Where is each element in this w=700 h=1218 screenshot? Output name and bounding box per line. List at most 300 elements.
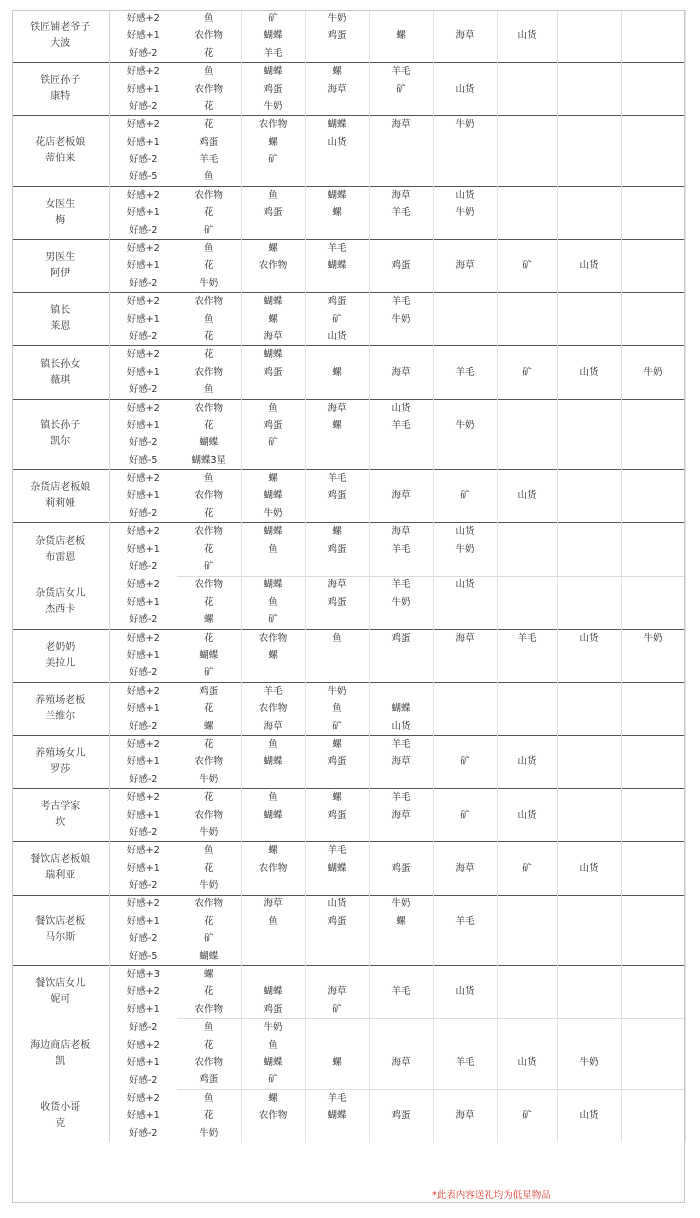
table-row [12,275,685,293]
gift-item [369,381,433,399]
gift-item [433,381,497,399]
gift-item [497,1001,557,1019]
gift-item: 海草 [369,807,433,824]
favor-level: 好感+2 [109,470,177,488]
gift-item [369,98,433,116]
npc-name: 养殖场老板 兰维尔 [12,682,109,735]
gift-item [621,877,685,895]
favor-level: 好感+2 [109,63,177,81]
gift-item [433,169,497,187]
table-row [12,169,685,187]
gift-item: 农作物 [241,700,305,717]
gift-item [621,983,685,1000]
table-row [12,1001,685,1019]
gift-item: 农作物 [177,488,241,505]
favor-level: 好感+2 [109,895,177,913]
favor-level: 好感-2 [129,100,158,112]
table-row [12,983,685,1000]
gift-item [621,682,685,700]
gift-item [621,647,685,664]
gift-item: 矿 [433,807,497,824]
gift-item [497,966,557,984]
gift-item: 鱼 [305,629,369,647]
gift-item [497,930,557,947]
gift-item: 蝴蝶 [305,1107,369,1124]
gift-item [497,116,557,134]
gift-item [621,186,685,204]
favor-level: 好感+1 [126,596,160,608]
gift-item: 螺 [369,913,433,930]
table-row [12,913,685,930]
gift-item: 矿 [497,364,557,381]
gift-item: 鸡蛋 [241,1001,305,1019]
gift-item [497,736,557,754]
gift-item [557,10,621,27]
favor-level: 好感-2 [129,826,158,838]
gift-item [497,824,557,842]
favor-level: 好感-2 [129,154,158,166]
gift-item [369,1037,433,1054]
gift-item: 螺 [305,417,369,434]
table-row [12,505,685,523]
gift-item: 海草 [369,116,433,134]
gift-item: 花 [177,204,241,221]
npc-name: 餐饮店老板娘 瑞利亚 [12,842,109,895]
gift-item [241,222,305,240]
gift-item: 牛奶 [305,682,369,700]
gift-item [497,1019,557,1037]
gift-item: 花 [177,328,241,346]
gift-item: 蝴蝶 [177,647,241,664]
favor-level: 好感+2 [109,116,177,134]
gift-item [497,381,557,399]
gift-item: 牛奶 [177,1125,241,1142]
favor-level: 好感-2 [129,437,158,449]
gift-item [621,1019,685,1037]
gift-item [497,611,557,629]
favor-level: 好感+2 [109,293,177,311]
gift-item: 农作物 [241,257,305,274]
gift-item: 山货 [557,629,621,647]
gift-item: 鸡蛋 [305,27,369,44]
npc-name: 杂货店女儿 杰西卡 [12,576,109,629]
gift-item [433,842,497,860]
gift-item [241,930,305,947]
gift-item [433,789,497,807]
favor-level: 好感+2 [109,523,177,541]
favor-level: 好感+1 [126,136,160,148]
gift-item: 矿 [369,81,433,98]
gift-item: 农作物 [177,523,241,541]
gift-item: 海草 [433,629,497,647]
gift-item [557,27,621,44]
gift-item: 山货 [557,364,621,381]
gift-item: 花 [177,116,241,134]
table-row [12,1125,685,1142]
gift-item [369,434,433,451]
favor-level: 好感-2 [129,1127,158,1139]
gift-item: 牛奶 [177,877,241,895]
gift-item [497,842,557,860]
table-row [12,860,685,877]
gift-item: 鸡蛋 [305,807,369,824]
gift-item: 螺 [305,789,369,807]
gift-item [497,81,557,98]
gift-item: 海草 [433,27,497,44]
gift-item: 蝴蝶 [305,186,369,204]
gift-item: 花 [177,860,241,877]
gift-item [621,45,685,63]
gift-item [497,594,557,611]
table-row [12,417,685,434]
gift-item [621,27,685,44]
gift-item: 牛奶 [369,594,433,611]
gift-item [557,647,621,664]
gift-item [621,257,685,274]
gift-item [497,417,557,434]
gift-item [433,895,497,913]
gift-item: 山货 [433,576,497,594]
gift-preference-table [12,10,686,1142]
gift-item [557,1071,621,1089]
gift-item [621,842,685,860]
gift-item [305,1125,369,1142]
gift-item: 海草 [241,895,305,913]
favor-level: 好感-2 [129,880,158,892]
gift-item [241,664,305,682]
gift-item: 螺 [305,1054,369,1071]
gift-item: 鸡蛋 [369,860,433,877]
gift-item [557,399,621,417]
favor-level: 好感-2 [129,384,158,396]
gift-item [433,10,497,27]
gift-item [369,134,433,151]
gift-item: 羊毛 [433,913,497,930]
gift-item [497,789,557,807]
gift-item: 花 [177,736,241,754]
gift-item: 螺 [305,364,369,381]
gift-item: 海草 [369,753,433,770]
favor-level: 好感+1 [126,809,160,821]
gift-item: 海草 [241,718,305,736]
gift-item: 羊毛 [497,629,557,647]
gift-item: 牛奶 [305,10,369,27]
gift-item [497,10,557,27]
favor-level: 好感+1 [126,915,160,927]
gift-item [305,611,369,629]
table-row [12,81,685,98]
gift-item [497,275,557,293]
gift-item: 牛奶 [557,1054,621,1071]
table-row [12,629,685,647]
table-row [12,700,685,717]
gift-item: 花 [177,1037,241,1054]
gift-item [433,293,497,311]
gift-item: 鱼 [241,594,305,611]
gift-item [557,45,621,63]
table-row [12,488,685,505]
gift-item [621,346,685,364]
gift-item [497,399,557,417]
gift-item [557,558,621,576]
gift-item [557,116,621,134]
gift-item [621,311,685,328]
gift-item: 鱼 [177,1019,241,1037]
favor-level: 好感+2 [126,12,160,24]
gift-item [557,1019,621,1037]
gift-item [557,488,621,505]
gift-item [497,913,557,930]
favor-level: 好感-2 [129,277,158,289]
npc-name: 杂货店老板 布雷恩 [12,523,109,576]
gift-item: 羊毛 [369,541,433,558]
gift-item [433,664,497,682]
gift-item [557,700,621,717]
gift-item: 鱼 [177,311,241,328]
gift-item [621,948,685,966]
gift-item [557,434,621,451]
gift-item [497,948,557,966]
gift-item [433,1019,497,1037]
gift-item [433,682,497,700]
favor-level: 好感+2 [126,986,160,998]
gift-item: 羊毛 [305,470,369,488]
gift-item [557,913,621,930]
favor-level: 好感+1 [126,30,160,42]
table-row [12,966,685,984]
table-row [12,807,685,824]
gift-item: 花 [177,1107,241,1124]
gift-item [621,1125,685,1142]
favor-level: 好感+3 [109,966,177,984]
gift-item: 羊毛 [369,576,433,594]
gift-item: 螺 [241,647,305,664]
gift-item [557,1125,621,1142]
gift-item [369,664,433,682]
gift-item [305,647,369,664]
gift-item: 鸡蛋 [305,753,369,770]
gift-item [433,222,497,240]
gift-item [433,558,497,576]
gift-item [369,682,433,700]
gift-item [433,275,497,293]
gift-item: 鸡蛋 [369,1107,433,1124]
gift-item [621,824,685,842]
gift-item [621,913,685,930]
gift-item: 农作物 [241,1107,305,1124]
gift-item [557,611,621,629]
gift-item: 牛奶 [621,364,685,381]
gift-item [557,505,621,523]
gift-item [497,45,557,63]
npc-name: 杂货店老板娘 莉莉娅 [12,470,109,523]
gift-item [241,381,305,399]
gift-item [433,470,497,488]
gift-item [557,275,621,293]
table-row [12,10,685,27]
table-row [12,27,685,44]
gift-preference-table-wrapper [12,10,686,1142]
gift-item [497,98,557,116]
gift-item [557,824,621,842]
gift-item: 蝴蝶 [241,293,305,311]
gift-item [621,1071,685,1089]
gift-item: 螺 [305,523,369,541]
gift-item [557,470,621,488]
gift-item: 蝴蝶 [241,576,305,594]
table-row [12,151,685,168]
gift-item [433,1071,497,1089]
gift-item: 农作物 [177,399,241,417]
gift-item [621,966,685,984]
gift-item: 海草 [369,364,433,381]
favor-level: 好感+1 [126,703,160,715]
gift-item: 牛奶 [177,771,241,789]
gift-item [305,452,369,470]
gift-item [305,505,369,523]
gift-item [621,470,685,488]
gift-item: 矿 [177,930,241,947]
gift-item: 羊毛 [433,1054,497,1071]
gift-item [369,328,433,346]
table-row [12,930,685,947]
gift-item: 花 [177,346,241,364]
gift-item: 羊毛 [369,789,433,807]
gift-item [433,399,497,417]
gift-item [369,151,433,168]
npc-name: 花店老板娘 蒂伯来 [12,116,109,187]
gift-item [557,204,621,221]
favor-level: 好感+2 [109,346,177,364]
gift-item: 花 [177,983,241,1000]
gift-item: 海草 [369,488,433,505]
gift-item [557,222,621,240]
gift-item: 螺 [305,736,369,754]
gift-item: 鱼 [305,700,369,717]
npc-name: 铁匠铺老爷子 大波 [12,10,109,63]
gift-item [305,346,369,364]
table-row [12,523,685,541]
table-row [12,718,685,736]
gift-item [621,1037,685,1054]
gift-item: 羊毛 [177,151,241,168]
gift-item [621,771,685,789]
gift-item: 蝴蝶 [369,700,433,717]
favor-level: 好感+1 [126,419,160,431]
gift-item: 螺 [305,204,369,221]
table-row [12,364,685,381]
gift-item [497,541,557,558]
gift-item [497,983,557,1000]
favor-level: 好感-2 [129,47,158,59]
gift-item: 海草 [305,983,369,1000]
gift-item: 羊毛 [369,204,433,221]
gift-item [305,664,369,682]
gift-item [557,346,621,364]
table-row [12,257,685,274]
gift-item: 螺 [241,311,305,328]
gift-item [433,594,497,611]
gift-item [305,45,369,63]
gift-item: 羊毛 [241,682,305,700]
gift-item: 鸡蛋 [241,364,305,381]
npc-name: 养殖场女儿 罗莎 [12,736,109,789]
gift-item [557,417,621,434]
gift-item [621,328,685,346]
gift-item [305,824,369,842]
table-row [12,186,685,204]
gift-item [369,222,433,240]
gift-item [621,541,685,558]
gift-item [433,452,497,470]
gift-item [621,700,685,717]
gift-item: 鸡蛋 [177,682,241,700]
gift-item [621,789,685,807]
gift-item [557,541,621,558]
npc-name: 男医生 阿伊 [12,240,109,293]
table-row [12,434,685,451]
gift-item [557,771,621,789]
favor-level: 好感-2 [129,1021,158,1033]
favor-level: 好感+2 [109,789,177,807]
gift-item [369,771,433,789]
npc-name: 餐饮店女儿 妮可 [12,966,109,1019]
gift-item [433,151,497,168]
gift-item [305,381,369,399]
table-row [12,1071,685,1089]
gift-item: 海草 [305,399,369,417]
favor-level: 好感+1 [126,490,160,502]
gift-item: 羊毛 [305,240,369,258]
gift-item: 农作物 [177,364,241,381]
gift-item: 花 [177,594,241,611]
gift-item: 农作物 [177,807,241,824]
gift-item [557,1037,621,1054]
table-row [12,240,685,258]
gift-item: 牛奶 [369,311,433,328]
gift-item: 山货 [557,860,621,877]
gift-item: 鱼 [241,736,305,754]
gift-item [621,240,685,258]
gift-item [621,718,685,736]
gift-item [305,151,369,168]
gift-item: 羊毛 [369,293,433,311]
gift-item: 海草 [369,1054,433,1071]
gift-item [305,948,369,966]
gift-item [369,1019,433,1037]
gift-item: 山货 [497,753,557,770]
gift-item: 鱼 [177,470,241,488]
gift-item: 鸡蛋 [241,81,305,98]
gift-item: 矿 [241,151,305,168]
gift-item: 矿 [241,1071,305,1089]
gift-item [497,1037,557,1054]
gift-item [497,558,557,576]
gift-item [497,311,557,328]
gift-item [433,346,497,364]
gift-item [621,169,685,187]
gift-item [621,1001,685,1019]
gift-item: 蝴蝶 [241,346,305,364]
gift-item [497,222,557,240]
favor-level: 好感-2 [129,330,158,342]
gift-item: 农作物 [177,576,241,594]
table-row [12,541,685,558]
gift-item: 鱼 [241,789,305,807]
gift-item [621,98,685,116]
favor-level: 好感+1 [126,83,160,95]
gift-item [621,63,685,81]
